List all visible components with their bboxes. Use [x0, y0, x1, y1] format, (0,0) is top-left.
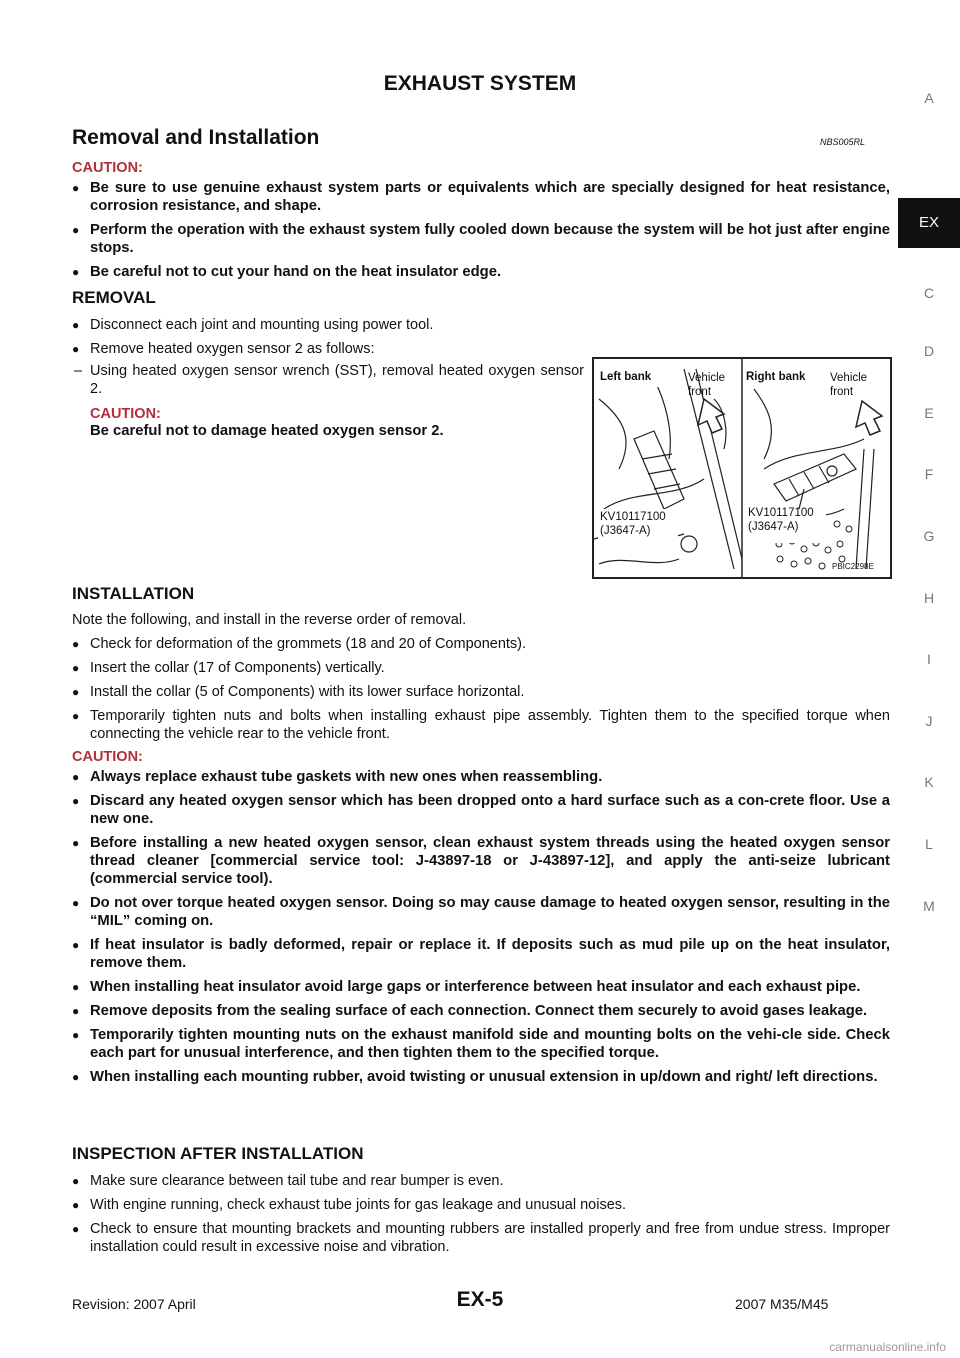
list-item: ● Disconnect each joint and mounting using power tool.	[72, 316, 890, 334]
caution-label: CAUTION:	[90, 406, 161, 422]
installation-list	[72, 635, 890, 743]
list-item: ● Make sure clearance between tail tube and rear bumper is even.	[72, 1172, 890, 1190]
list-item: ● If heat insulator is badly deformed, repair or replace it. If deposits such as mud pile up on the heat insulator, remove them.	[72, 936, 890, 972]
figure-label-vehicle-front-left: Vehicle front	[688, 372, 726, 398]
index-letter-g[interactable]: G	[923, 528, 935, 544]
figure-label-tool-right-alt: (J3647-A)	[748, 521, 799, 533]
index-letter-f[interactable]: F	[924, 466, 934, 482]
figure-code: PBIC2298E	[832, 562, 874, 571]
list-item: ● Be careful not to cut your hand on the heat insulator edge.	[72, 263, 890, 281]
installation-intro: Note the following, and install in the reverse order of removal.	[72, 612, 467, 628]
list-item: ● Before installing a new heated oxygen sensor, clean exhaust system threads using the heated oxygen sensor thread cleaner [commercial service tool: J-43897-18 or J-43897-12], and apply the anti-seize lubricant (commercial service tool).	[72, 834, 890, 888]
footer-model: 2007 M35/M45	[735, 1296, 829, 1312]
figure-label-tool-left: KV10117100	[600, 511, 666, 523]
list-item: ● Remove heated oxygen sensor 2 as follows:	[72, 340, 890, 358]
index-letter-m[interactable]: M	[923, 898, 935, 914]
page-header-title: EXHAUST SYSTEM	[383, 72, 577, 95]
footer-revision: Revision: 2007 April	[72, 1296, 196, 1312]
index-tab-active[interactable]: EX	[898, 198, 960, 248]
index-letter-k[interactable]: K	[924, 774, 934, 790]
list-item: ● Always replace exhaust tube gaskets with new ones when reassembling.	[72, 768, 890, 786]
caution-label: CAUTION:	[72, 160, 143, 176]
removal-heading: REMOVAL	[72, 288, 156, 307]
list-item: ● Be sure to use genuine exhaust system parts or equivalents which are specially designed for heat resistance, corrosion resistance, and shape.	[72, 179, 890, 215]
section-code: NBS005RL	[820, 137, 866, 147]
removal-section	[72, 288, 890, 364]
inspection-list	[72, 1172, 890, 1256]
index-letter-d[interactable]: D	[923, 343, 935, 359]
list-item: ● When installing heat insulator avoid large gaps or interference between heat insulator and each exhaust pipe.	[72, 978, 890, 996]
list-item: ● Check for deformation of the grommets (18 and 20 of Components).	[72, 635, 890, 653]
list-item: ● Insert the collar (17 of Components) vertically.	[72, 659, 890, 677]
removal-subitem	[72, 362, 584, 440]
index-letter-c[interactable]: C	[923, 285, 935, 301]
list-item: ● Temporarily tighten nuts and bolts when installing exhaust pipe assembly. Tighten them to the specified torque when connecting the vehicle rear to the vehicle front.	[72, 707, 890, 743]
index-letter-e[interactable]: E	[924, 405, 934, 421]
installation-caution-list	[72, 768, 890, 1086]
caution-block-top	[72, 160, 890, 287]
list-item: ● Discard any heated oxygen sensor which has been dropped onto a hard surface such as a con-crete floor. Use a new one.	[72, 792, 890, 828]
index-letter-l[interactable]: L	[925, 836, 933, 852]
index-letter-i[interactable]: I	[927, 651, 931, 667]
inspection-section	[72, 1144, 890, 1262]
list-item: ● Check to ensure that mounting brackets and mounting rubbers are installed properly and free from undue stress. Improper installation could result in excessive noise and vibration.	[72, 1220, 890, 1256]
list-item: ● Perform the operation with the exhaust system fully cooled down because the system will be hot just after engine stops.	[72, 221, 890, 257]
figure-label-vehicle-front-right: Vehicle front	[830, 372, 868, 398]
watermark-text: carmanualsonline.info	[829, 1340, 946, 1354]
list-item: ● When installing each mounting rubber, avoid twisting or unusual extension in up/down and right/ left directions.	[72, 1068, 890, 1086]
figure-label-right-bank: Right bank	[746, 371, 806, 383]
caution-list-top	[72, 179, 890, 281]
figure-label-tool-right: KV10117100	[748, 507, 814, 519]
section-title: Removal and Installation	[72, 126, 320, 149]
removal-caution-text: Be careful not to damage heated oxygen sensor 2.	[90, 423, 444, 439]
index-letter-j[interactable]: J	[925, 713, 933, 729]
page-number: EX-5	[456, 1288, 504, 1311]
list-item: ● Temporarily tighten mounting nuts on the exhaust manifold side and mounting bolts on the vehi-cle side. Check each part for unusual interference, and then tighten them to the specified torque.	[72, 1026, 890, 1062]
sensor-wrench-figure	[592, 357, 892, 579]
index-letter-h[interactable]: H	[923, 590, 935, 606]
figure-label-left-bank: Left bank	[600, 371, 652, 383]
removal-list	[72, 316, 890, 358]
inspection-heading: INSPECTION AFTER INSTALLATION	[72, 1144, 364, 1163]
list-item: ● With engine running, check exhaust tube joints for gas leakage and unusual noises.	[72, 1196, 890, 1214]
list-item: ● Install the collar (5 of Components) with its lower surface horizontal.	[72, 683, 890, 701]
figure-label-tool-left-alt: (J3647-A)	[600, 525, 651, 537]
dash-marker: –	[74, 363, 83, 379]
caution-label: CAUTION:	[72, 749, 143, 765]
installation-heading: INSTALLATION	[72, 584, 195, 603]
removal-subitem-text: Using heated oxygen sensor wrench (SST), removal heated oxygen sensor 2.	[90, 363, 584, 397]
list-item: ● Remove deposits from the sealing surface of each connection. Connect them securely to avoid gases leakage.	[72, 1002, 890, 1020]
list-item: ● Do not over torque heated oxygen sensor. Doing so may cause damage to heated oxygen sensor, resulting in the “MIL” coming on.	[72, 894, 890, 930]
installation-section	[72, 584, 890, 1092]
index-letter-a[interactable]: A	[924, 90, 934, 106]
